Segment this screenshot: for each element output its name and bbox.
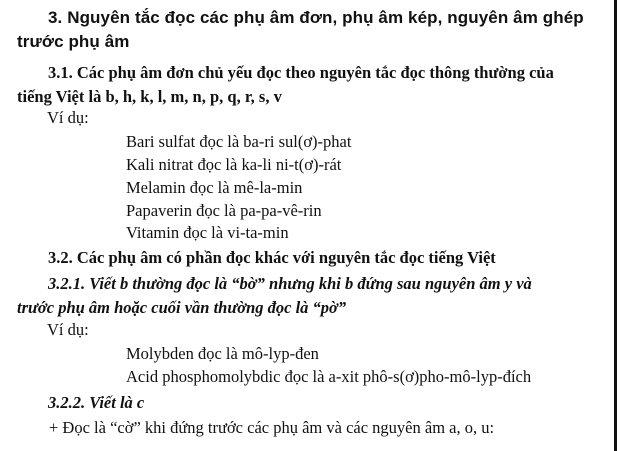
- example-item: Molybden đọc là mô-lyp-đen: [126, 344, 319, 363]
- subsection-3-2-1-heading-line-1: 3.2.1. Viết b thường đọc là “bờ” nhưng khi b đứng sau nguyên âm y và: [48, 274, 532, 293]
- subsection-3-2-heading: 3.2. Các phụ âm có phần đọc khác với nguyên tắc đọc tiếng Việt: [48, 248, 496, 267]
- subsection-3-1-heading-line-2: tiếng Việt là b, h, k, l, m, n, p, q, r, s, v: [17, 87, 282, 106]
- example-label: Ví dụ:: [47, 108, 89, 127]
- example-item: Bari sulfat đọc là ba-ri sul(ơ)-phat: [126, 132, 352, 151]
- example-item: Vitamin đọc là vi-ta-min: [126, 223, 289, 242]
- bullet-item: + Đọc là “cờ” khi đứng trước các phụ âm và các nguyên âm a, o, u:: [49, 418, 495, 437]
- example-item: Papaverin đọc là pa-pa-vê-rin: [126, 201, 322, 220]
- example-label: Ví dụ:: [47, 320, 89, 339]
- section-title-line-2: trước phụ âm: [17, 32, 130, 51]
- subsection-3-2-2-heading: 3.2.2. Viết là c: [48, 393, 145, 412]
- section-title-line-1: 3. Nguyên tắc đọc các phụ âm đơn, phụ âm kép, nguyên âm ghép: [48, 8, 584, 27]
- example-item: Kali nitrat đọc là ka-li ni-t(ơ)-rát: [126, 155, 342, 174]
- example-item: Acid phosphomolybdic đọc là a-xit phô-s(ơ)pho-mô-lyp-đích: [126, 367, 532, 386]
- subsection-3-2-1-heading-line-2: trước phụ âm hoặc cuối vần thường đọc là “pờ”: [17, 298, 347, 317]
- example-item: Melamin đọc là mê-la-min: [126, 178, 303, 197]
- subsection-3-1-heading-line-1: 3.1. Các phụ âm đơn chủ yếu đọc theo nguyên tắc đọc thông thường của: [48, 63, 554, 82]
